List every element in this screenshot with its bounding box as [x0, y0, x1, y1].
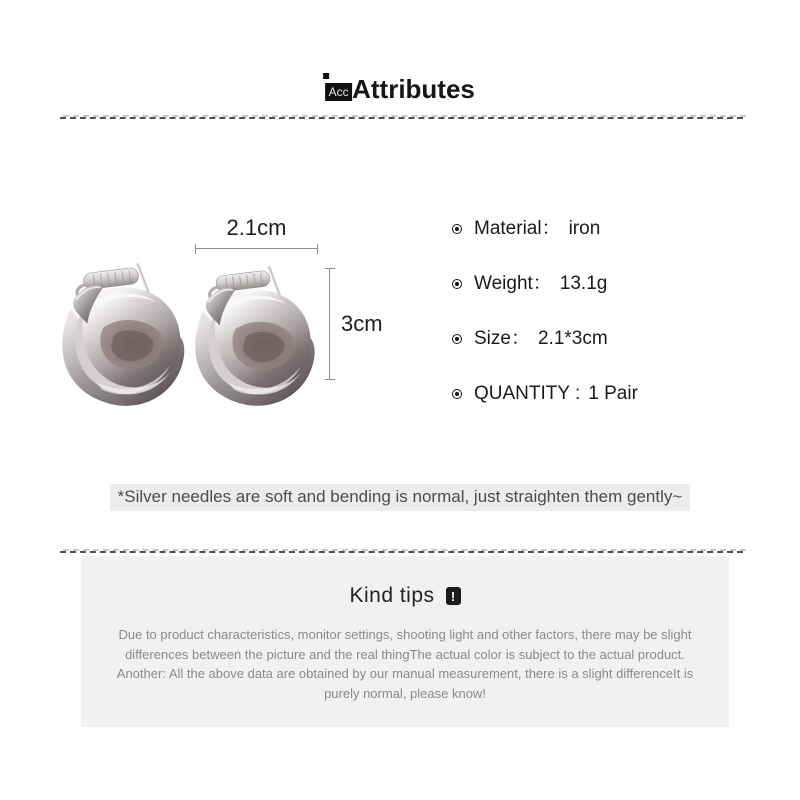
width-dimension-label: 2.1cm — [226, 215, 287, 240]
attribute-value: 1 Pair — [588, 383, 638, 404]
kind-tips-title: Kind tips — [349, 584, 435, 607]
attribute-label: Material： — [474, 218, 561, 239]
kind-tips-text-line: purely normal, please know! — [324, 685, 486, 701]
page-title: Attributes — [352, 74, 475, 104]
width-dimension-line — [195, 248, 318, 249]
attribute-label: Size： — [474, 328, 530, 349]
attribute-row-material — [452, 217, 638, 241]
circled-dot-icon — [452, 224, 462, 234]
divider-top-dashed — [60, 117, 743, 119]
acc-badge: Acc — [325, 83, 352, 101]
kind-tips-text-line: differences between the picture and the real thingThe actual color is subject to the actual product. — [125, 646, 685, 662]
exclamation-icon: ! — [446, 587, 461, 605]
attribute-value: iron — [568, 218, 601, 239]
circled-dot-icon — [452, 334, 462, 344]
circled-dot-icon — [452, 389, 462, 399]
kind-tips-panel — [81, 556, 729, 727]
height-dimension-line — [329, 268, 330, 380]
kind-tips-text-line: Due to product characteristics, monitor settings, shooting light and other factors, there may be slight — [118, 627, 692, 642]
attribute-row-size — [452, 327, 638, 351]
attribute-value: 13.1g — [559, 273, 608, 294]
attribute-row-weight — [452, 272, 638, 296]
kind-tips-text-line: Another: All the above data are obtained by our manual measurement, there is a slight differenceIt is — [116, 666, 694, 681]
earrings-photo — [56, 251, 328, 411]
height-dimension-label: 3cm — [341, 311, 383, 336]
needle-note — [0, 484, 800, 511]
attribute-value: 2.1*3cm — [537, 328, 608, 349]
attribute-row-quantity — [452, 382, 638, 406]
section-header — [325, 74, 475, 104]
attributes-list — [452, 217, 638, 406]
needle-note-text: *Silver needles are soft and bending is normal, just straighten them gently~ — [110, 484, 691, 511]
kind-tips-header — [81, 584, 729, 608]
black-square-icon — [323, 73, 329, 79]
kind-tips-text — [81, 625, 729, 703]
circled-dot-icon — [452, 279, 462, 289]
attribute-label: Weight： — [474, 273, 552, 294]
acc-badge-wrap — [325, 83, 352, 101]
divider-bottom-dashed — [60, 551, 743, 553]
attribute-label: QUANTITY : — [474, 383, 581, 404]
